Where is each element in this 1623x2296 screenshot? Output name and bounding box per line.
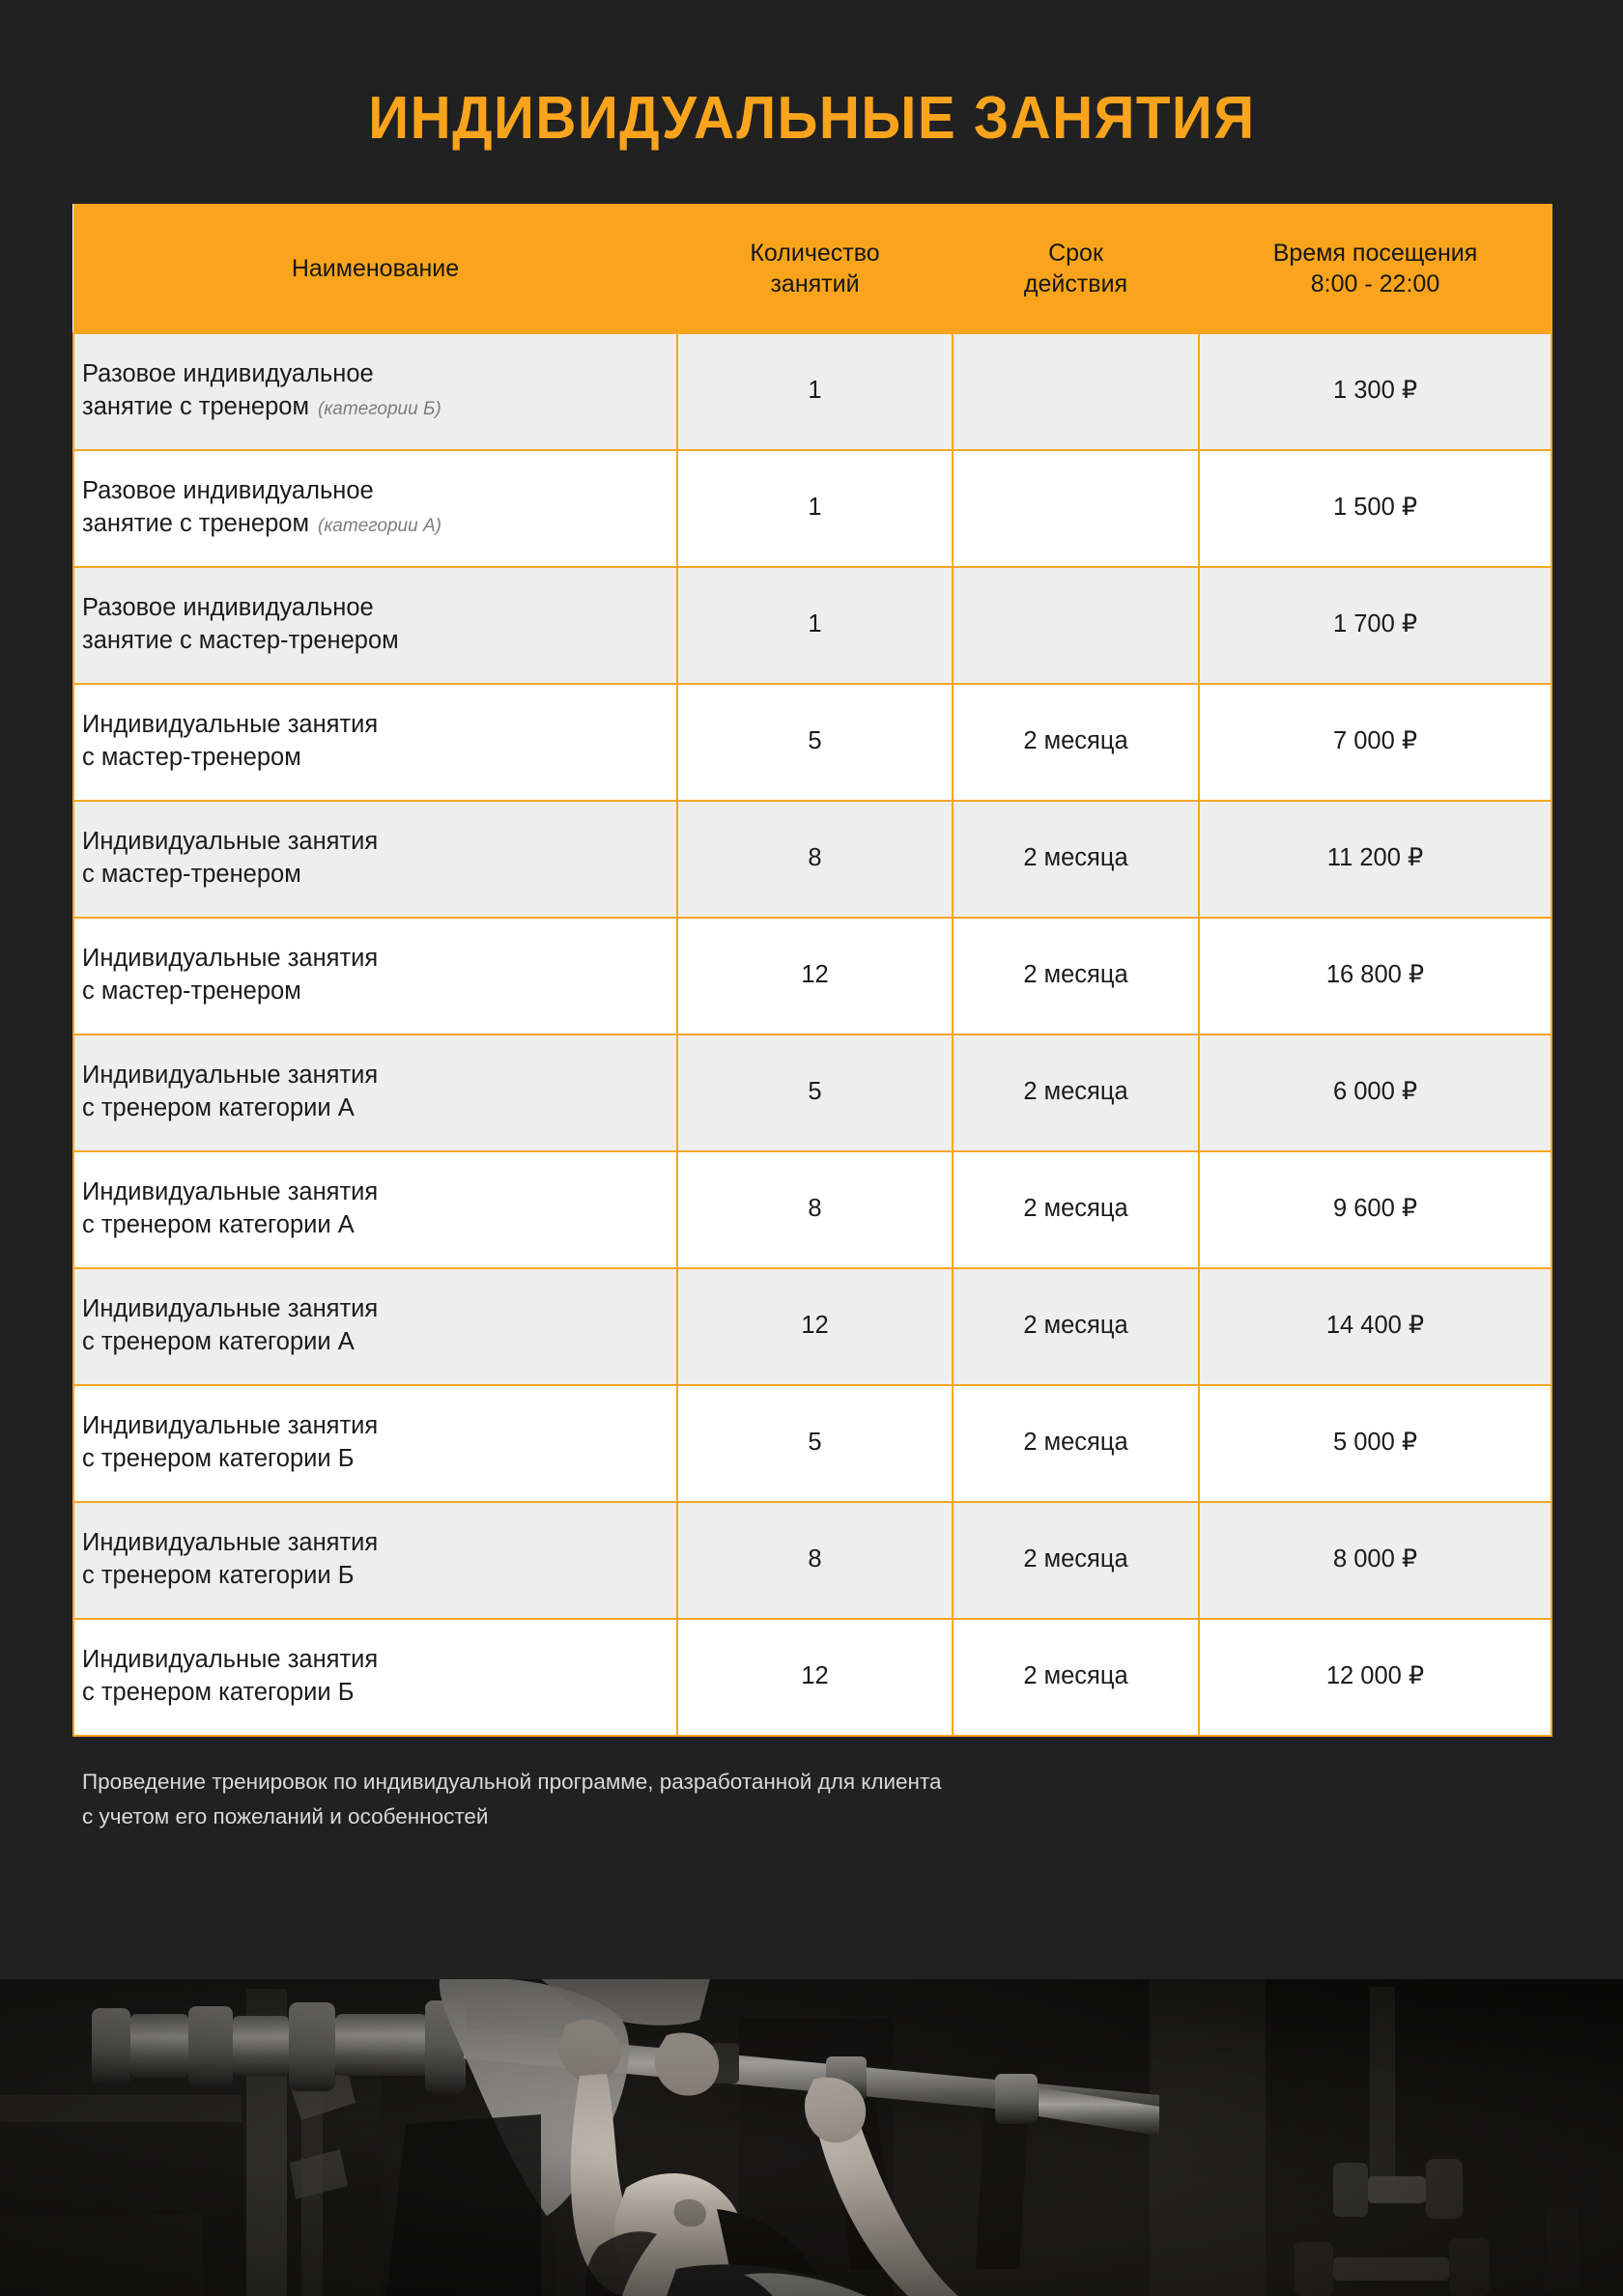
table-header-row [73, 205, 1552, 333]
cell-service-name [73, 1035, 677, 1151]
cell-service-name [73, 1268, 677, 1385]
price-table [72, 204, 1552, 1737]
service-name-line-2 [82, 742, 669, 775]
cell-term: 2 месяца [953, 1035, 1199, 1151]
service-name-line-2-text: с мастер-тренером [82, 861, 301, 888]
service-name-line-1: Индивидуальные занятия [82, 1529, 379, 1557]
service-name-line-2-text: занятие с тренером [82, 510, 309, 537]
column-header-name: Наименование [73, 205, 677, 333]
table-row [73, 450, 1552, 567]
cell-term: 2 месяца [953, 918, 1199, 1035]
column-header-visit-time-line2: 8:00 - 22:00 [1310, 269, 1440, 298]
column-header-term [953, 205, 1199, 333]
column-header-visit-time [1199, 205, 1552, 333]
table-row [73, 567, 1552, 684]
cell-quantity: 1 [677, 450, 953, 567]
service-name-line-2-text: с тренером категории Б [82, 1445, 355, 1472]
table-row [73, 1385, 1552, 1502]
service-name-line-2-text: с тренером категории А [82, 1328, 355, 1355]
table-body [73, 333, 1552, 1736]
cell-price: 8 000 ₽ [1199, 1502, 1552, 1619]
cell-quantity: 5 [677, 1385, 953, 1502]
cell-price: 1 300 ₽ [1199, 333, 1552, 450]
service-name-line-1: Разовое индивидуальное [82, 594, 374, 622]
footnote-line-2: с учетом его пожеланий и особенностей [82, 1803, 489, 1828]
cell-quantity: 8 [677, 1151, 953, 1268]
column-header-quantity-line1: Количество [750, 239, 880, 267]
column-header-quantity [677, 205, 953, 333]
service-name-line-1: Индивидуальные занятия [82, 1646, 379, 1674]
service-name-line-2 [82, 859, 669, 892]
cell-service-name [73, 1502, 677, 1619]
table-row [73, 918, 1552, 1035]
cell-term: 2 месяца [953, 1619, 1199, 1736]
service-name-line-2-text: занятие с мастер-тренером [82, 627, 399, 654]
service-name-line-2 [82, 508, 669, 541]
service-name-line-1: Разовое индивидуальное [82, 360, 374, 388]
table-row [73, 801, 1552, 918]
service-name-line-1: Индивидуальные занятия [82, 1295, 379, 1323]
cell-term: 2 месяца [953, 684, 1199, 801]
cell-term: 2 месяца [953, 1385, 1199, 1502]
service-name-line-2 [82, 1209, 669, 1242]
footnote-line-1: Проведение тренировок по индивидуальной программе, разработанной для клиента [82, 1769, 942, 1794]
service-name-line-2-text: с тренером категории Б [82, 1562, 355, 1589]
cell-term: 2 месяца [953, 801, 1199, 918]
cell-price: 9 600 ₽ [1199, 1151, 1552, 1268]
table-row [73, 1502, 1552, 1619]
cell-term: 2 месяца [953, 1268, 1199, 1385]
column-header-visit-time-line1: Время посещения [1272, 239, 1478, 267]
column-header-term-line2: действия [1023, 269, 1128, 298]
service-name-line-2-text: с тренером категории А [82, 1094, 355, 1121]
cell-service-name [73, 567, 677, 684]
cell-service-name [73, 1385, 677, 1502]
table-row [73, 1619, 1552, 1736]
service-name-line-2 [82, 1560, 669, 1593]
cell-service-name [73, 918, 677, 1035]
cell-service-name [73, 801, 677, 918]
column-header-term-line1: Срок [1048, 239, 1103, 267]
service-name-line-2 [82, 1443, 669, 1476]
service-name-category-note: (категории Б) [318, 399, 441, 419]
service-name-line-2 [82, 1326, 669, 1359]
cell-term: 2 месяца [953, 1502, 1199, 1619]
cell-price: 14 400 ₽ [1199, 1268, 1552, 1385]
table-row [73, 1151, 1552, 1268]
service-name-line-2 [82, 976, 669, 1008]
cell-price: 16 800 ₽ [1199, 918, 1552, 1035]
cell-quantity: 5 [677, 1035, 953, 1151]
service-name-line-2-text: с мастер-тренером [82, 978, 301, 1005]
cell-service-name [73, 1619, 677, 1736]
cell-quantity: 12 [677, 918, 953, 1035]
cell-quantity: 12 [677, 1619, 953, 1736]
cell-price: 1 700 ₽ [1199, 567, 1552, 684]
cell-price: 12 000 ₽ [1199, 1619, 1552, 1736]
cell-service-name [73, 1151, 677, 1268]
cell-quantity: 5 [677, 684, 953, 801]
service-name-line-2-text: занятие с тренером [82, 393, 309, 420]
table-row [73, 684, 1552, 801]
service-name-line-2 [82, 625, 669, 658]
service-name-line-2-text: с тренером категории Б [82, 1679, 355, 1706]
service-name-line-1: Индивидуальные занятия [82, 1178, 379, 1206]
cell-term: 2 месяца [953, 1151, 1199, 1268]
cell-service-name [73, 450, 677, 567]
cell-service-name [73, 684, 677, 801]
cell-service-name [73, 333, 677, 450]
service-name-line-1: Индивидуальные занятия [82, 711, 379, 739]
gym-photo [0, 1979, 1623, 2296]
table-row [73, 1035, 1552, 1151]
cell-term [953, 567, 1199, 684]
cell-quantity: 12 [677, 1268, 953, 1385]
cell-price: 1 500 ₽ [1199, 450, 1552, 567]
service-name-line-1: Индивидуальные занятия [82, 945, 379, 973]
service-name-line-2-text: с мастер-тренером [82, 744, 301, 771]
footnote [72, 1737, 1551, 1835]
price-table-wrapper [72, 149, 1551, 1737]
cell-term [953, 450, 1199, 567]
service-name-line-2-text: с тренером категории А [82, 1211, 355, 1238]
page-title: ИНДИВИДУАЛЬНЫЕ ЗАНЯТИЯ [367, 85, 1256, 152]
cell-quantity: 1 [677, 333, 953, 450]
cell-price: 11 200 ₽ [1199, 801, 1552, 918]
service-name-line-2 [82, 1677, 669, 1710]
cell-quantity: 8 [677, 801, 953, 918]
service-name-line-1: Разовое индивидуальное [82, 477, 374, 505]
cell-term [953, 333, 1199, 450]
column-header-quantity-line2: занятий [770, 269, 860, 298]
table-row [73, 1268, 1552, 1385]
cell-quantity: 8 [677, 1502, 953, 1619]
cell-price: 7 000 ₽ [1199, 684, 1552, 801]
cell-price: 5 000 ₽ [1199, 1385, 1552, 1502]
gym-photo-illustration [0, 1979, 1623, 2296]
service-name-category-note: (категории А) [318, 516, 441, 536]
page-title-area [0, 0, 1623, 152]
cell-quantity: 1 [677, 567, 953, 684]
cell-price: 6 000 ₽ [1199, 1035, 1552, 1151]
service-name-line-1: Индивидуальные занятия [82, 828, 379, 856]
table-header [73, 205, 1552, 333]
table-row [73, 333, 1552, 450]
service-name-line-1: Индивидуальные занятия [82, 1412, 379, 1440]
service-name-line-2 [82, 1092, 669, 1125]
service-name-line-2 [82, 391, 669, 424]
service-name-line-1: Индивидуальные занятия [82, 1062, 379, 1090]
